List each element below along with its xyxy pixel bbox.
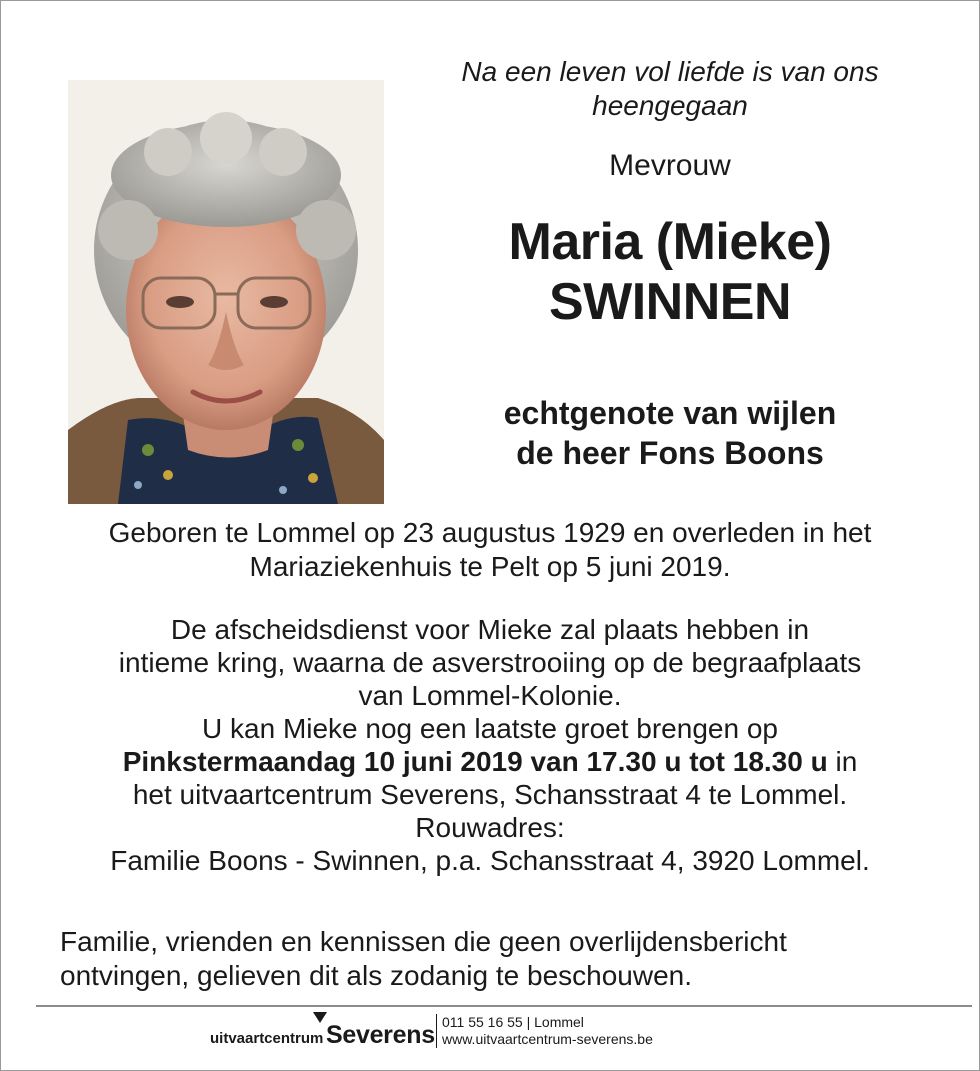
logo-triangle-icon bbox=[313, 1012, 327, 1023]
honorific: Mevrouw bbox=[609, 149, 731, 182]
service-line-4: U kan Mieke nog een laatste groet brengen op bbox=[202, 713, 778, 744]
spouse-line-1: echtgenote van wijlen bbox=[503, 395, 837, 431]
footer-divider bbox=[36, 1005, 972, 1007]
visitation-time: Pinkstermaandag 10 juni 2019 van 17.30 u tot 18.30 u bbox=[122, 746, 828, 777]
spouse-text bbox=[400, 393, 940, 473]
portrait-illustration bbox=[68, 80, 384, 504]
footer-website[interactable]: www.uitvaartcentrum-severens.be bbox=[442, 1031, 653, 1047]
service-line-3: van Lommel-Kolonie. bbox=[358, 680, 622, 711]
birth-line-2: Mariaziekenhuis te Pelt op 5 juni 2019. bbox=[249, 551, 731, 582]
service-line-2: intieme kring, waarna de asverstrooiing op de begraafplaats bbox=[118, 647, 862, 678]
birth-death-text bbox=[0, 516, 980, 584]
intro-line-1: Na een leven vol liefde is van ons bbox=[461, 56, 879, 87]
deceased-name bbox=[420, 212, 920, 332]
footer-contact bbox=[442, 1014, 653, 1048]
footer-prefix: uitvaartcentrum bbox=[210, 1030, 324, 1047]
spouse-line-2: de heer Fons Boons bbox=[516, 435, 824, 471]
birth-line-1: Geboren te Lommel op 23 augustus 1929 en overleden in het bbox=[108, 517, 872, 548]
footer-separator bbox=[436, 1014, 437, 1048]
footer-brand: Severens bbox=[326, 1021, 435, 1049]
service-line-8: Familie Boons - Swinnen, p.a. Schansstraat 4, 3920 Lommel. bbox=[110, 845, 870, 876]
first-name: Maria (Mieke) bbox=[508, 213, 832, 271]
footer-phone: 011 55 16 55 | Lommel bbox=[442, 1014, 584, 1030]
portrait-photo bbox=[68, 80, 384, 504]
notice-text bbox=[60, 925, 940, 993]
service-line-6: het uitvaartcentrum Severens, Schansstraat 4 te Lommel. bbox=[132, 779, 848, 810]
service-line-7: Rouwadres: bbox=[415, 812, 565, 843]
service-line-5 bbox=[0, 745, 980, 778]
last-name: SWINNEN bbox=[548, 273, 792, 331]
intro-line-2: heengegaan bbox=[592, 90, 748, 121]
intro-text bbox=[420, 55, 920, 123]
service-line-1: De afscheidsdienst voor Mieke zal plaats hebben in bbox=[170, 614, 810, 645]
service-line-5-rest: in bbox=[827, 746, 858, 777]
service-text bbox=[0, 613, 980, 877]
notice-line-2: ontvingen, gelieven dit als zodanig te beschouwen. bbox=[60, 960, 692, 991]
notice-line-1: Familie, vrienden en kennissen die geen overlijdensbericht bbox=[60, 926, 787, 957]
